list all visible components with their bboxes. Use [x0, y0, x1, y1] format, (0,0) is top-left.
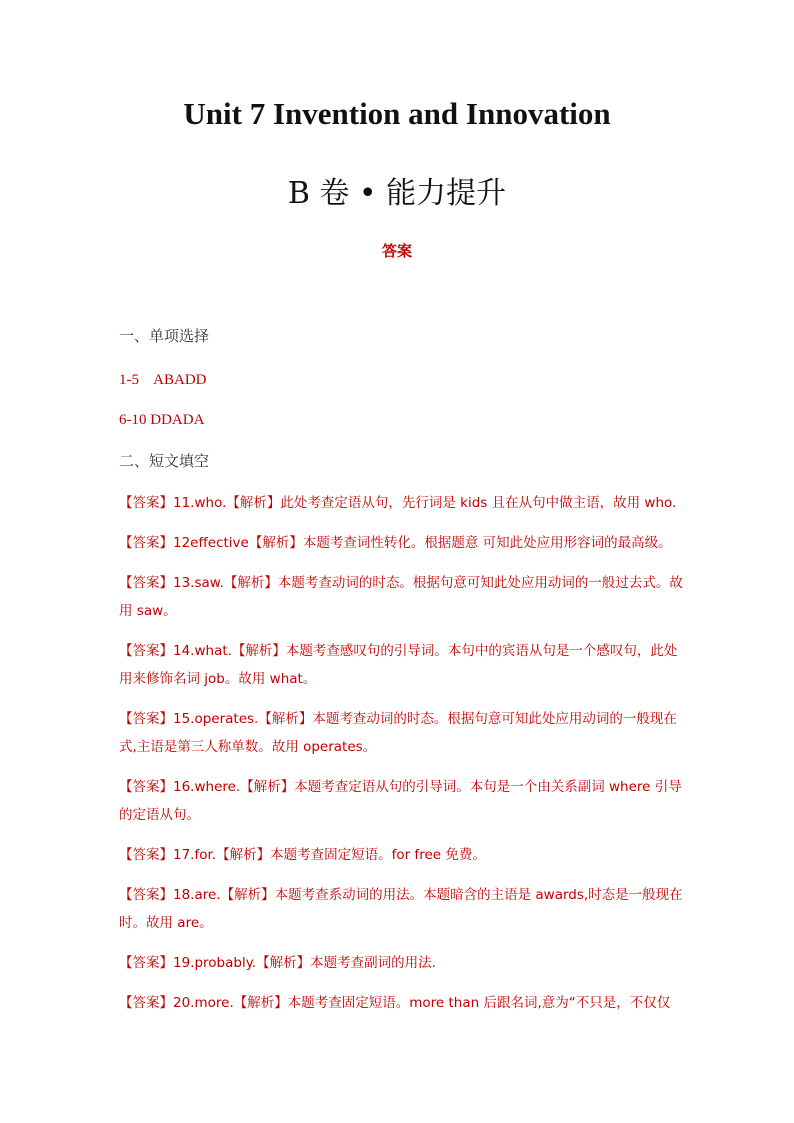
answer-entry: 【答案】15.operates.【解析】本题考查动词的时态。根据句意可知此处应用动词的一般现在式,主语是第三人称单数。故用 operates。: [119, 711, 677, 755]
section-heading-multiple-choice: 一、单项选择: [119, 327, 210, 345]
section-heading-cloze: 二、短文填空: [119, 452, 210, 470]
answer-entry: 【答案】13.saw.【解析】本题考查动词的时态。根据句意可知此处应用动词的一般过去式。故用 saw。: [119, 575, 683, 619]
answer-entry: 【答案】19.probably.【解析】本题考查副词的用法.: [119, 955, 436, 971]
document-subtitle: B 卷 • 能力提升: [287, 176, 507, 211]
answer-row: 6-10 DDADA: [119, 412, 205, 428]
answer-entry: 【答案】11.who.【解析】此处考查定语从句，先行词是 kids 且在从句中做主语，故用 who.: [119, 495, 677, 511]
answer-entry: 【答案】16.where.【解析】本题考查定语从句的引导词。本句是一个由关系副词 where 引导的定语从句。: [119, 779, 682, 823]
answer-entry: 【答案】18.are.【解析】本题考查系动词的用法。本题暗含的主语是 awards,时态是一般现在时。故用 are。: [119, 887, 683, 931]
answer-entry: 【答案】20.more.【解析】本题考查固定短语。more than 后跟名词,意为“不只是，不仅仅: [119, 995, 671, 1011]
answer-entry: 【答案】14.what.【解析】本题考查感叹句的引导词。本句中的宾语从句是一个感叹句，此处用来修饰名词 job。故用 what。: [119, 643, 678, 687]
answer-row: 1-5 ABADD: [119, 372, 207, 388]
document-title: Unit 7 Invention and Innovation: [183, 96, 611, 131]
answer-label: 答案: [381, 242, 412, 260]
answer-entry: 【答案】12effective【解析】本题考查词性转化。根据题意 可知此处应用形容词的最高级。: [119, 535, 672, 551]
answer-entry: 【答案】17.for.【解析】本题考查固定短语。for free 免费。: [119, 847, 486, 863]
